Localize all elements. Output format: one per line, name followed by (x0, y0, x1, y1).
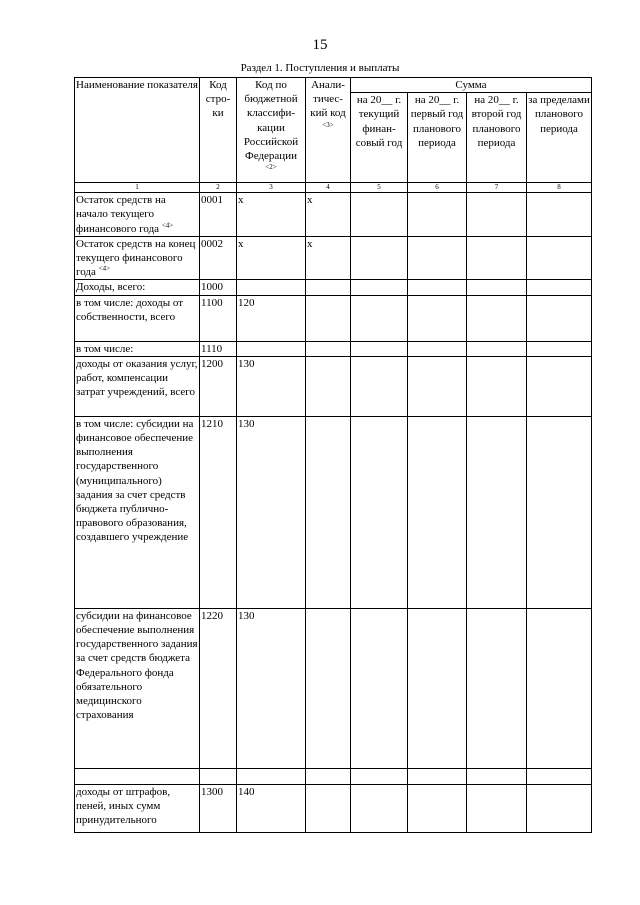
budget-code: 140 (237, 784, 306, 832)
analytic-code: x (306, 193, 351, 237)
row-code (200, 768, 237, 784)
indicator-name (75, 193, 200, 237)
note-3: <3> (322, 120, 334, 129)
column-number: 8 (527, 183, 592, 193)
indicator-name (75, 356, 200, 416)
sum-cell (351, 784, 408, 832)
column-number: 1 (75, 183, 200, 193)
budget-code: x (237, 236, 306, 280)
sum-cell (467, 295, 527, 341)
sum-cell (351, 768, 408, 784)
analytic-code (306, 416, 351, 608)
sum-cell (408, 280, 467, 295)
footnote-ref: <4> (161, 220, 174, 229)
indicator-name-text: в том числе: доходы от собственности, всего (76, 296, 184, 323)
sum-cell (351, 356, 408, 416)
row-code: 1110 (200, 341, 237, 356)
header-first-plan-year: на 20__ г. первый год планового периода (408, 93, 467, 183)
sum-cell (408, 193, 467, 237)
indicator-name (75, 768, 200, 784)
budget-code: 130 (237, 416, 306, 608)
table-row (75, 295, 592, 341)
indicator-name-text: в том числе: субсидии на финансовое обеспечение выполнения государственного (муниципального) задания за счет средств бюджета публично-правового образования, создавшего учреждение (76, 417, 194, 544)
indicator-name-text: Доходы, всего: (76, 281, 146, 294)
header-sum: Сумма (351, 78, 592, 93)
table-row (75, 193, 592, 237)
sum-cell (467, 341, 527, 356)
sum-cell (527, 608, 592, 768)
budget-code: 130 (237, 356, 306, 416)
budget-code: 130 (237, 608, 306, 768)
sum-cell (527, 768, 592, 784)
column-number: 2 (200, 183, 237, 193)
sum-cell (351, 295, 408, 341)
sum-cell (408, 768, 467, 784)
indicator-name (75, 784, 200, 832)
column-number-row (75, 183, 592, 193)
page-number: 15 (312, 37, 328, 53)
header-analytic-code: Анали-тичес-кий код <3> (306, 78, 351, 183)
sum-cell (351, 236, 408, 280)
header-budget-code: Код по бюджетной классифи-кации Российской Федерации <2> (237, 78, 306, 183)
column-number: 5 (351, 183, 408, 193)
indicator-name (75, 416, 200, 608)
sum-cell (527, 295, 592, 341)
column-number: 3 (237, 183, 306, 193)
sum-cell (351, 280, 408, 295)
column-number: 4 (306, 183, 351, 193)
row-code: 1300 (200, 784, 237, 832)
column-number: 6 (408, 183, 467, 193)
budget-code: x (237, 193, 306, 237)
header-row-top (75, 78, 592, 93)
section-title: Раздел 1. Поступления и выплаты (240, 62, 400, 74)
sum-cell (527, 784, 592, 832)
sum-cell (527, 280, 592, 295)
sum-cell (467, 280, 527, 295)
analytic-code (306, 356, 351, 416)
sum-cell (527, 356, 592, 416)
analytic-code (306, 608, 351, 768)
footnote-ref: <4> (98, 264, 111, 273)
indicator-name-text: субсидии на финансовое обеспечение выполнения государственного задания за счет средств бюджета Федерального фонда обязательного медицинского страхования (76, 609, 198, 722)
budget-code (237, 768, 306, 784)
column-number: 7 (467, 183, 527, 193)
row-code: 0002 (200, 236, 237, 280)
budget-code (237, 341, 306, 356)
sum-cell (408, 341, 467, 356)
analytic-code: x (306, 236, 351, 280)
sum-cell (467, 768, 527, 784)
indicator-name (75, 295, 200, 341)
sum-cell (408, 295, 467, 341)
indicator-name (75, 608, 200, 768)
indicator-name-text: в том числе: (76, 342, 134, 355)
header-row-code: Код стро-ки (200, 78, 237, 183)
analytic-code (306, 280, 351, 295)
sum-cell (467, 193, 527, 237)
table-row (75, 784, 592, 832)
sum-cell (408, 608, 467, 768)
table-row (75, 356, 592, 416)
sum-cell (467, 416, 527, 608)
header-beyond-plan: за пределами планового периода (527, 93, 592, 183)
header-current-year: на 20__ г. текущий финан-совый год (351, 93, 408, 183)
row-code: 1100 (200, 295, 237, 341)
sum-cell (408, 236, 467, 280)
sum-cell (351, 341, 408, 356)
header-second-plan-year: на 20__ г. второй год планового периода (467, 93, 527, 183)
row-code: 1000 (200, 280, 237, 295)
indicator-name (75, 280, 200, 295)
sum-cell (351, 416, 408, 608)
analytic-code (306, 295, 351, 341)
sum-cell (527, 416, 592, 608)
sum-cell (408, 416, 467, 608)
budget-code (237, 280, 306, 295)
row-code: 1220 (200, 608, 237, 768)
sum-cell (408, 784, 467, 832)
sum-cell (527, 193, 592, 237)
table-row (75, 280, 592, 295)
analytic-code (306, 784, 351, 832)
table-row (75, 768, 592, 784)
sum-cell (467, 608, 527, 768)
receipts-payments-table (74, 77, 592, 833)
table-row (75, 416, 592, 608)
row-code: 1200 (200, 356, 237, 416)
analytic-code (306, 768, 351, 784)
indicator-name-text: Остаток средств на конец текущего финансового года (76, 237, 196, 279)
indicator-name-text: доходы от оказания услуг, работ, компенсации затрат учреждений, всего (76, 357, 198, 399)
sum-cell (467, 356, 527, 416)
sum-cell (467, 784, 527, 832)
header-name: Наименование показателя (75, 78, 200, 183)
budget-code: 120 (237, 295, 306, 341)
sum-cell (408, 356, 467, 416)
table-row (75, 341, 592, 356)
table-row (75, 236, 592, 280)
indicator-name (75, 236, 200, 280)
sum-cell (351, 193, 408, 237)
indicator-name-text: Остаток средств на начало текущего финансового года (76, 194, 166, 235)
sum-cell (351, 608, 408, 768)
indicator-name (75, 341, 200, 356)
row-code: 0001 (200, 193, 237, 237)
row-code: 1210 (200, 416, 237, 608)
note-2: <2> (265, 163, 277, 172)
table-row (75, 608, 592, 768)
sum-cell (527, 341, 592, 356)
indicator-name-text: доходы от штрафов, пеней, иных сумм принудительного (76, 785, 171, 827)
sum-cell (467, 236, 527, 280)
analytic-code (306, 341, 351, 356)
sum-cell (527, 236, 592, 280)
